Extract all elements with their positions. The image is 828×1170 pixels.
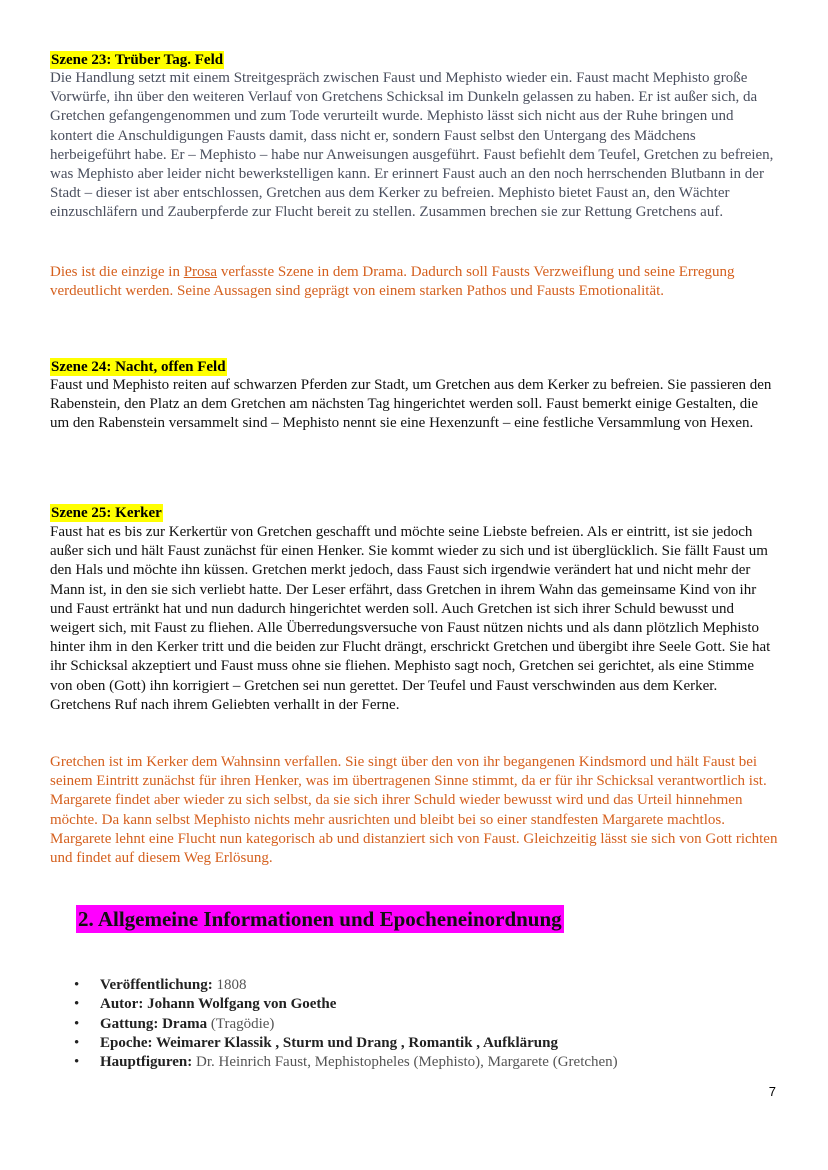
scene-23-summary: Die Handlung setzt mit einem Streitgespräch zwischen Faust und Mephisto wieder ein. Faust macht Mephisto große Vorwürfe, ihn über den weiteren Verlauf von Gretchens Schicksal im Dunkeln gelassen zu haben. Er ist außer sich, da Gretchen gefangengenommen und zum Tode verurteilt wurde. Mephisto lässt sich nicht aus der Ruhe bringen und kontert die Anschuldigungen Fausts damit, dass nicht er, sondern Faust selbst den Untergang des Mädchens herbeigeführt habe. Er – Mephisto – habe nur Anweisungen ausgeführt. Faust befiehlt dem Teufel, Gretchen zu befreien, was Mephisto aber leider nicht bewerkstelligen kann. Er erinnert Faust auch an den noch herrschenden Blutbann in der Stadt – dieser ist aber entschlossen, Gretchen aus dem Kerker zu befreien. Mephisto bietet Faust an, den Wächter einzuschläfern und Zauberpferde zur Flucht bereit zu stellen. Zusammen brechen sie zur Rettung Gretchens auf. [50, 70, 774, 221]
scene-23-analysis-end: verfasste Szene in dem Drama. Dadurch soll Fausts Verzweiflung und seine Erregung verdeutlicht werden. Seine Aussagen sind geprägt von einem starken Pathos und Fausts Emotionalität. [50, 264, 735, 300]
scene-23-analysis-start: Dies ist die einzige in [50, 264, 184, 280]
fact-label: Gattung: Drama [100, 1015, 208, 1032]
list-item-genre [74, 1015, 618, 1034]
scene-23-title: Szene 23: Trüber Tag. Feld [51, 52, 224, 68]
scene-24-title: Szene 24: Nacht, offen Feld [51, 359, 226, 375]
list-item-publication [74, 976, 618, 995]
list-item-main-characters [74, 1053, 618, 1072]
scene-24-summary: Faust und Mephisto reiten auf schwarzen Pferden zur Stadt, um Gretchen aus dem Kerker zu befreien. Sie passieren den Rabenstein, den Platz an dem Gretchen am nächsten Tag hingerichtet werden soll. Faust bemerkt einige Gestalten, die um den Rabenstein versammelt sind – Mephisto nennt sie eine Hexenzunft – eine festliche Versammlung von Hexen. [50, 377, 772, 432]
list-item-author [74, 995, 618, 1014]
scene-25-summary: Faust hat es bis zur Kerkertür von Gretchen geschafft und möchte seine Liebste befreien. Als er eintritt, ist sie jedoch außer sich und hält Faust zunächst für einen Henker. Sie kommt wieder zu sich und ist überglücklich. Sie fällt Faust um den Hals und möchte ihn küssen. Gretchen merkt jedoch, dass Faust sich irgendwie verändert hat und nicht mehr der Mann ist, in den sie sich verliebt hatte. Der Leser erfährt, dass Gretchen in ihrem Wahn das gemeinsame Kind von ihr und Faust ertränkt hat und nun dadurch hingerichtet werden soll. Auch Gretchen ist sich ihrer Schuld bewusst und weigert sich, mit Faust zu fliehen. Alle Überredungsversuche von Faust nützen nichts und als dann plötzlich Mephisto hinter ihm in den Kerker tritt und die beiden zur Flucht drängt, erschrickt Gretchen und übergibt ihre Seele Gott. Sie hat ihr Schicksal akzeptiert und Faust muss ohne sie fliehen. Mephisto sagt noch, Gretchen sei gerichtet, als eine Stimme von oben (Gott) ihn korrigiert – Gretchen sei nun gerettet. Der Teufel und Faust verschwinden aus dem Kerker. Gretchens Ruf nach ihrem Geliebten verhallt in der Ferne. [50, 524, 771, 713]
fact-value: (Tragödie) [207, 1015, 275, 1032]
scene-25-analysis: Gretchen ist im Kerker dem Wahnsinn verfallen. Sie singt über den von ihr begangenen Kindsmord und hält Faust bei seinem Eintritt zunächst für ihren Henker, was im übertragenen Sinne stimmt, da er für ihr Schicksal verantwortlich ist. Margarete findet aber wieder zu sich selbst, da sie sich ihrer Schuld wieder bewusst wird und das Urteil hinnehmen möchte. Da kann selbst Mephisto nichts mehr ausrichten und bleibt bei so einer standfesten Margarete machtlos. Margarete lehnt eine Flucht nun kategorisch ab und distanziert sich von Faust. Gleichzeitig lässt sie sich von Gott richten und findet auf diesem Weg Erlösung. [50, 754, 778, 867]
scene-23-analysis [50, 263, 778, 301]
fact-label: Epoche: Weimarer Klassik , Sturm und Drang , Romantik , Aufklärung [100, 1034, 558, 1051]
fact-value: Dr. Heinrich Faust, Mephistopheles (Mephisto), Margarete (Gretchen) [192, 1054, 618, 1071]
list-item-epoch [74, 1034, 618, 1053]
fact-value: 1808 [212, 977, 247, 993]
scene-25-title: Szene 25: Kerker [51, 505, 162, 521]
fact-label: Autor: Johann Wolfgang von Goethe [100, 996, 337, 1013]
fact-label: Veröffentlichung: [100, 977, 213, 993]
page-number: 7 [768, 1084, 776, 1099]
section-2-heading: 2. Allgemeine Informationen und Epocheneinordnung [78, 907, 562, 931]
facts-list [74, 976, 618, 1072]
fact-label: Hauptfiguren: [100, 1054, 193, 1071]
prosa-link[interactable]: Prosa [183, 264, 218, 280]
